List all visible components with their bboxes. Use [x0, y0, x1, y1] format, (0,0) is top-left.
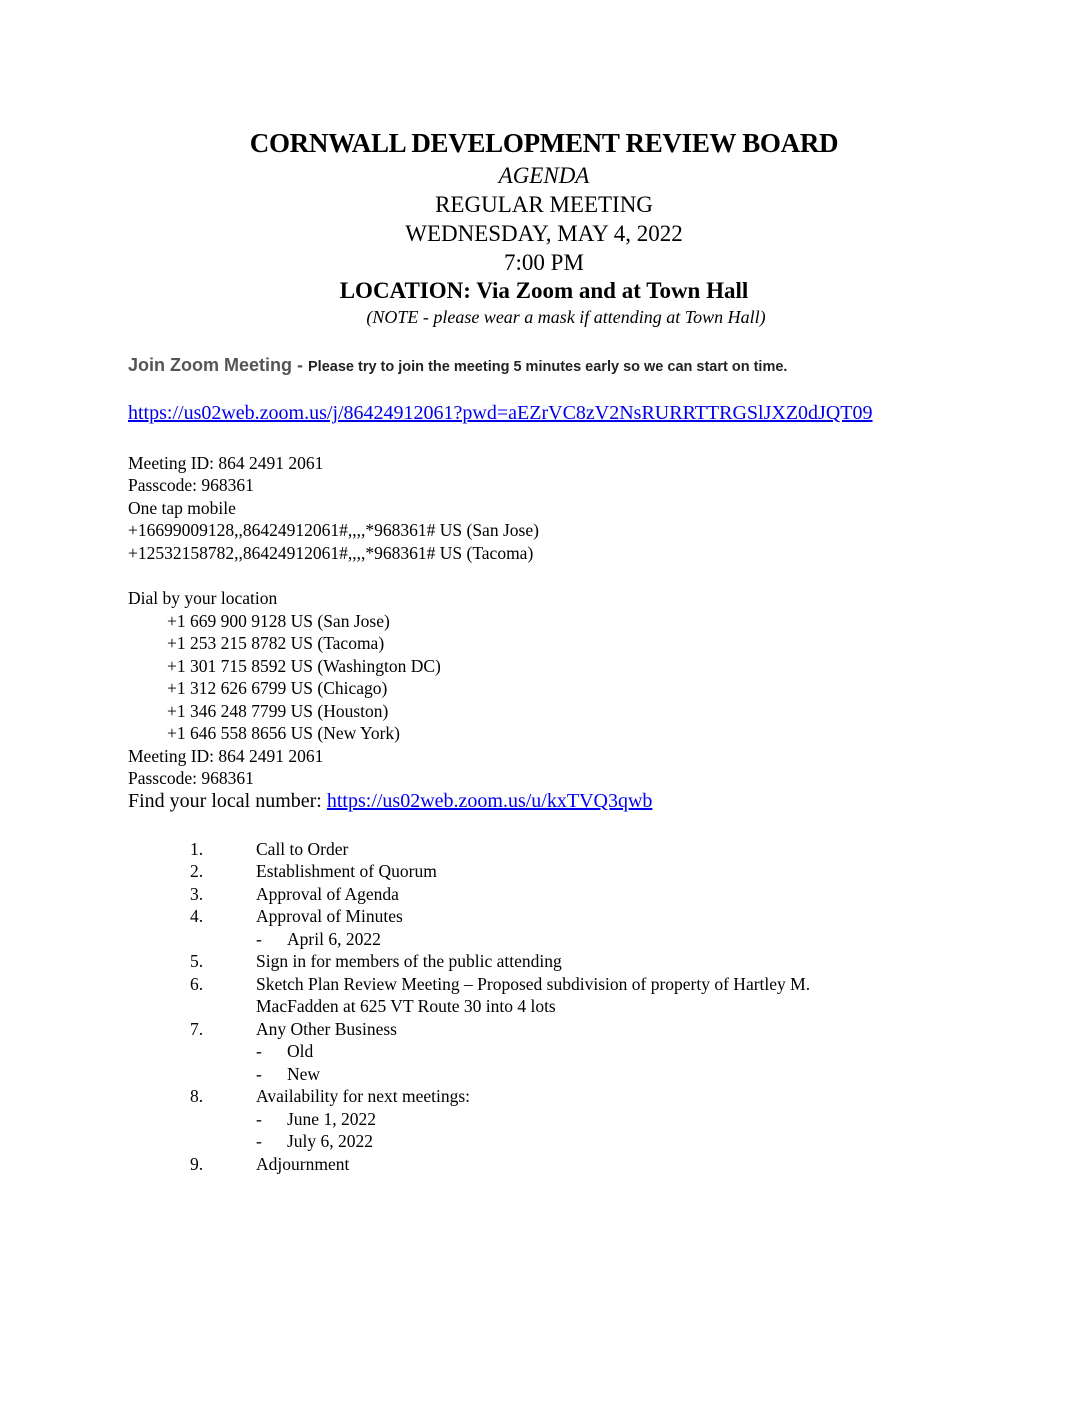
agenda-number: 1.: [190, 839, 204, 859]
agenda-item: Call to Order: [256, 839, 349, 859]
passcode-2: Passcode: 968361: [128, 768, 254, 788]
zoom-meeting-link[interactable]: https://us02web.zoom.us/j/86424912061?pwd=aEZrVC8zV2NsRURRTTRGSlJXZ0dJQT09: [128, 402, 873, 424]
sub-item: June 1, 2022: [287, 1109, 376, 1129]
agenda-item: Approval of Agenda: [256, 884, 399, 904]
meeting-type: REGULAR MEETING: [435, 192, 653, 217]
dial-label: Dial by your location: [128, 588, 278, 608]
one-tap-label: One tap mobile: [128, 498, 236, 518]
agenda-heading: AGENDA: [498, 163, 590, 188]
dial-line: +1 253 215 8782 US (Tacoma): [167, 633, 385, 653]
find-local-label: Find your local number:: [128, 790, 327, 812]
agenda-number: 8.: [190, 1086, 204, 1106]
sub-item-dash: -: [256, 1131, 262, 1151]
board-title: CORNWALL DEVELOPMENT REVIEW BOARD: [249, 128, 839, 158]
meeting-id-2: Meeting ID: 864 2491 2061: [128, 746, 324, 766]
agenda-number: 6.: [190, 974, 204, 994]
sub-item-dash: -: [256, 1041, 262, 1061]
dial-line: +1 301 715 8592 US (Washington DC): [167, 656, 441, 676]
agenda-number: 4.: [190, 906, 204, 926]
sub-item-dash: -: [256, 1064, 262, 1084]
dial-line: +1 669 900 9128 US (San Jose): [167, 611, 390, 631]
find-local-number: [128, 790, 652, 813]
agenda-number: 3.: [190, 884, 204, 904]
meeting-location: LOCATION: Via Zoom and at Town Hall: [339, 278, 749, 303]
sub-item: July 6, 2022: [287, 1131, 374, 1151]
agenda-item: Sketch Plan Review Meeting – Proposed subdivision of property of Hartley M.: [256, 974, 811, 994]
dial-line: +1 346 248 7799 US (Houston): [167, 701, 389, 721]
agenda-item: Any Other Business: [256, 1019, 397, 1039]
dial-line: +1 646 558 8656 US (New York): [167, 723, 401, 743]
dial-line: +1 312 626 6799 US (Chicago): [167, 678, 388, 698]
join-zoom-note: Please try to join the meeting 5 minutes early so we can start on time.: [308, 359, 788, 375]
sub-item-dash: -: [256, 929, 262, 949]
passcode: Passcode: 968361: [128, 475, 254, 495]
agenda-number: 5.: [190, 951, 204, 971]
meeting-time: 7:00 PM: [504, 250, 584, 275]
mask-note: (NOTE - please wear a mask if attending at Town Hall): [366, 307, 766, 327]
agenda-item: Establishment of Quorum: [256, 861, 437, 881]
find-local-link[interactable]: https://us02web.zoom.us/u/kxTVQ3qwb: [326, 790, 653, 812]
join-zoom-label: Join Zoom Meeting -: [128, 355, 308, 375]
agenda-item: Sign in for members of the public attending: [256, 951, 562, 971]
meeting-date: WEDNESDAY, MAY 4, 2022: [405, 221, 683, 246]
agenda-item: Availability for next meetings:: [256, 1086, 470, 1106]
tap-line: +16699009128,,86424912061#,,,,*968361# US (San Jose): [128, 520, 539, 540]
agenda-item-continuation: MacFadden at 625 VT Route 30 into 4 lots: [256, 996, 556, 1016]
agenda-number: 9.: [190, 1154, 204, 1174]
sub-item: New: [287, 1064, 321, 1084]
sub-item: Old: [287, 1041, 314, 1061]
agenda-item: Adjournment: [256, 1154, 350, 1174]
join-zoom-line: [128, 355, 787, 376]
agenda-number: 2.: [190, 861, 204, 881]
meeting-id: Meeting ID: 864 2491 2061: [128, 453, 324, 473]
sub-item-dash: -: [256, 1109, 262, 1129]
agenda-number: 7.: [190, 1019, 204, 1039]
sub-item: April 6, 2022: [287, 929, 381, 949]
tap-line: +12532158782,,86424912061#,,,,*968361# US (Tacoma): [128, 543, 534, 563]
agenda-item: Approval of Minutes: [256, 906, 403, 926]
